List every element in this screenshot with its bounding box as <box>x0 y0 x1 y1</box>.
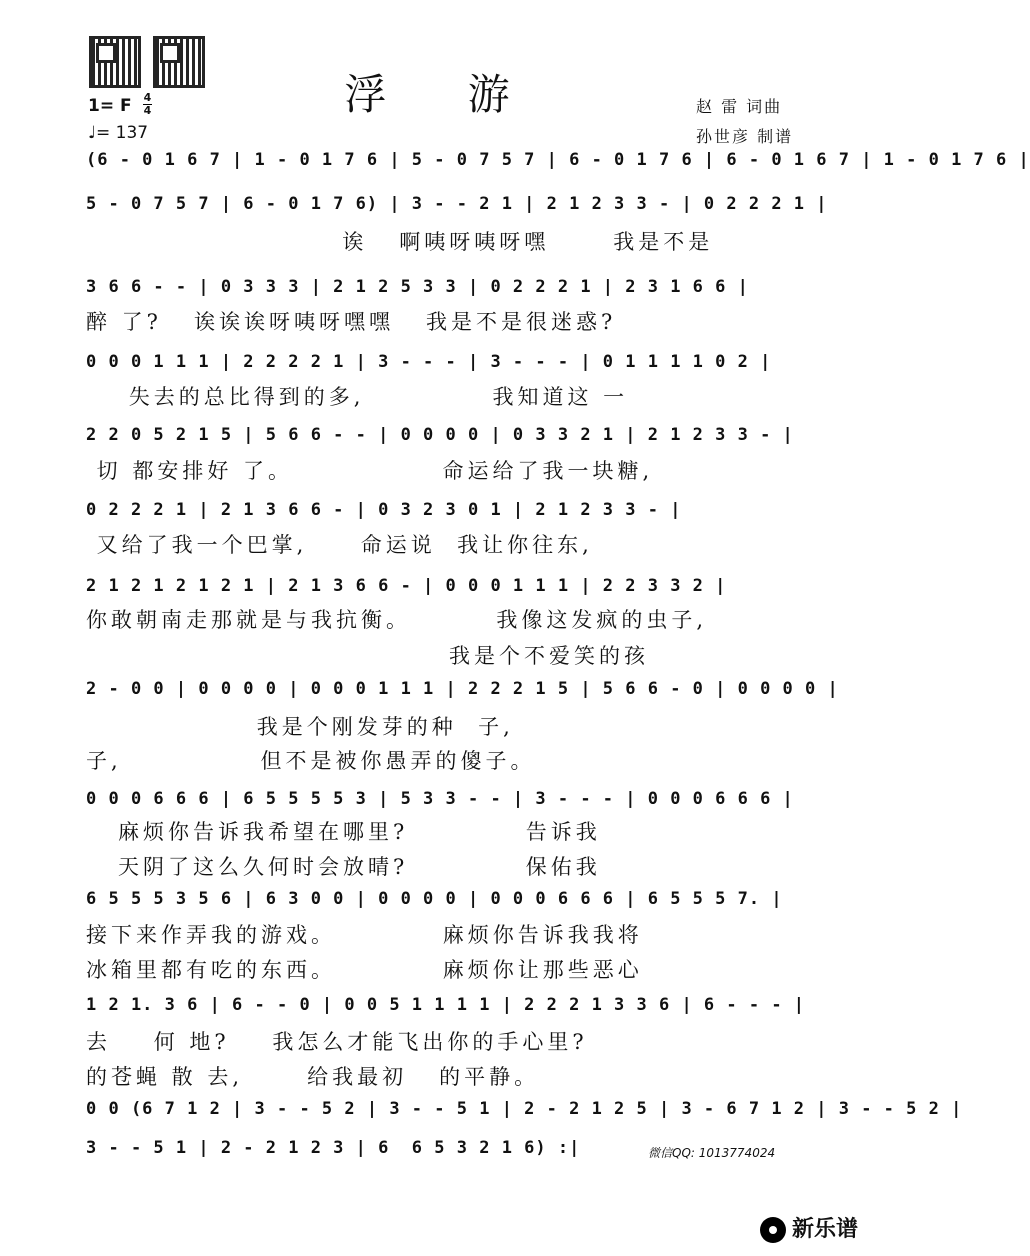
notation-line: 2 - 0 0 | 0 0 0 0 | 0 0 0 1 1 1 | 2 2 2 1 5 | 5 6 6 - 0 | 0 0 0 0 | <box>86 679 839 699</box>
time-signature-bottom: 4 <box>143 104 152 117</box>
lyricist-composer: 赵 雷 词曲 <box>696 97 783 116</box>
lyric-line: 子, 但不是被你愚弄的傻子。 <box>86 749 536 773</box>
transcriber: 孙世彦 制谱 <box>696 127 794 146</box>
lyric-line: 诶 啊咦呀咦呀嘿 我是不是 <box>86 230 714 254</box>
time-signature <box>143 92 152 117</box>
lyric-line: 醉 了? 诶诶诶呀咦呀嘿嘿 我是不是很迷惑? <box>86 310 617 334</box>
record-icon <box>760 1217 786 1243</box>
brand-name: 新乐谱 <box>792 1217 859 1242</box>
lyric-line: 你敢朝南走那就是与我抗衡。 我像这发疯的虫子, <box>86 608 708 632</box>
notation-line: 2 1 2 1 2 1 2 1 | 2 1 3 6 6 - | 0 0 0 1 1 1 | 2 2 3 3 2 | <box>86 576 727 596</box>
notation-line: 0 0 (6 7 1 2 | 3 - - 5 2 | 3 - - 5 1 | 2 - 2 1 2 5 | 3 - 6 7 1 2 | 3 - - 5 2 | <box>86 1099 963 1119</box>
notation-line: 1 2 1. 3 6 | 6 - - 0 | 0 0 5 1 1 1 1 | 2 2 2 1 3 3 6 | 6 - - - | <box>86 995 806 1015</box>
time-signature-top: 4 <box>143 91 152 104</box>
notation-line: (6 - 0 1 6 7 | 1 - 0 1 7 6 | 5 - 0 7 5 7 | 6 - 0 1 7 6 | 6 - 0 1 6 7 | 1 - 0 1 7 6 | <box>86 150 1030 170</box>
lyric-line: 失去的总比得到的多, 我知道这 一 <box>86 385 629 409</box>
lyric-line: 切 都安排好 了。 命运给了我一块糖, <box>86 459 654 483</box>
lyric-line: 的苍蝇 散 去, 给我最初 的平静。 <box>86 1065 540 1089</box>
lyric-line: 我是个不爱笑的孩 <box>86 644 649 668</box>
lyric-line: 冰箱里都有吃的东西。 麻烦你让那些恶心 <box>86 958 643 982</box>
lyric-line: 麻烦你告诉我希望在哪里? 告诉我 <box>86 820 601 844</box>
tempo-marking: ♩= 137 <box>88 123 149 143</box>
notation-line: 3 6 6 - - | 0 3 3 3 | 2 1 2 5 3 3 | 0 2 2 2 1 | 2 3 1 6 6 | <box>86 277 749 297</box>
notation-line: 0 0 0 1 1 1 | 2 2 2 2 1 | 3 - - - | 3 - - - | 0 1 1 1 1 0 2 | <box>86 352 772 372</box>
notation-line: 0 2 2 2 1 | 2 1 3 6 6 - | 0 3 2 3 0 1 | 2 1 2 3 3 - | <box>86 500 682 520</box>
notation-line: 5 - 0 7 5 7 | 6 - 0 1 7 6) | 3 - - 2 1 | 2 1 2 3 3 - | 0 2 2 2 1 | <box>86 194 828 214</box>
key-signature: 1= F <box>88 96 132 116</box>
notation-line: 2 2 0 5 2 1 5 | 5 6 6 - - | 0 0 0 0 | 0 3 3 2 1 | 2 1 2 3 3 - | <box>86 425 794 445</box>
brand-logo <box>760 1212 858 1243</box>
credits <box>696 92 793 152</box>
notation-line: 3 - - 5 1 | 2 - 2 1 2 3 | 6 6 5 3 2 1 6) :| <box>86 1138 581 1158</box>
song-title: 浮 游 <box>344 70 544 119</box>
lyric-line: 天阴了这么久何时会放晴? 保佑我 <box>86 855 601 879</box>
lyric-line: 接下来作弄我的游戏。 麻烦你告诉我我将 <box>86 923 643 947</box>
lyric-line: 又给了我一个巴掌, 命运说 我让你往东, <box>86 533 593 557</box>
contact-text: 微信QQ: 1013774024 <box>648 1146 776 1160</box>
lyric-line: 去 何 地? 我怎么才能飞出你的手心里? <box>86 1030 588 1054</box>
notation-line: 0 0 0 6 6 6 | 6 5 5 5 5 3 | 5 3 3 - - | 3 - - - | 0 0 0 6 6 6 | <box>86 789 794 809</box>
notation-line: 6 5 5 5 3 5 6 | 6 3 0 0 | 0 0 0 0 | 0 0 0 6 6 6 | 6 5 5 5 7. | <box>86 889 783 909</box>
lyric-line: 我是个刚发芽的种 子, <box>86 715 514 739</box>
